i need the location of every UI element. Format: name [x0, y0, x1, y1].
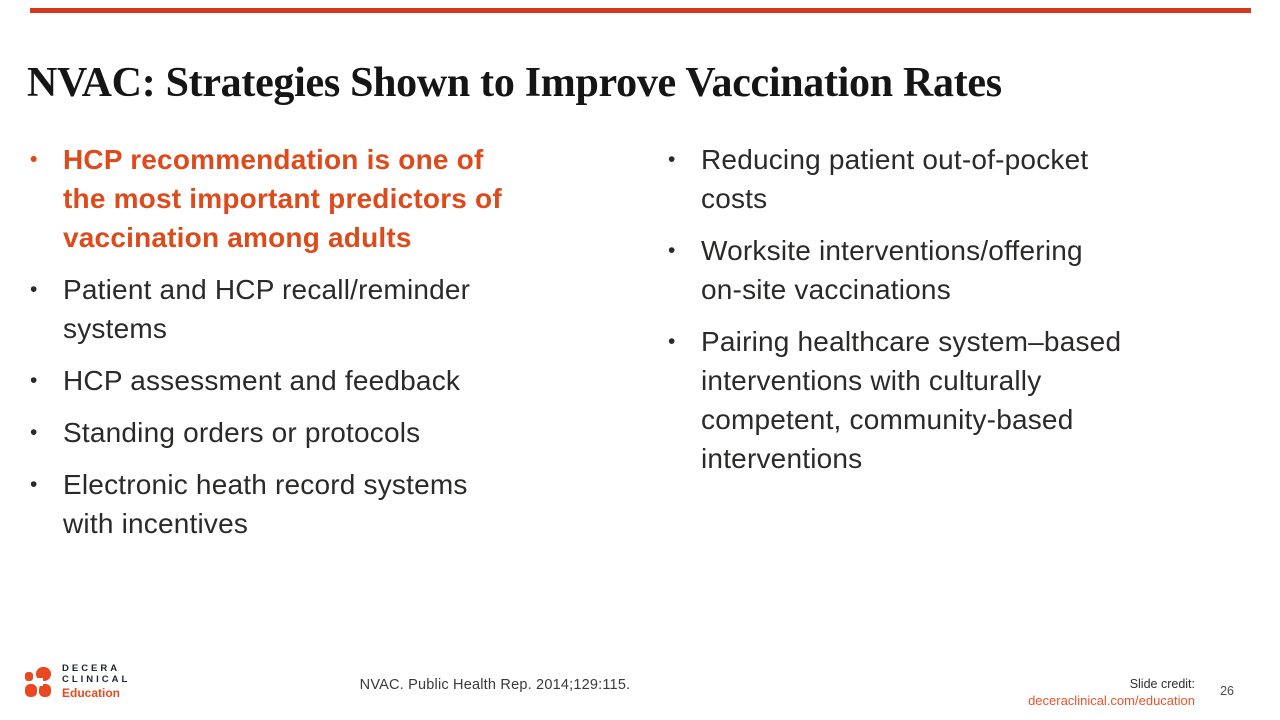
logo-mark-icon	[25, 666, 52, 698]
bullet-line: Worksite interventions/offering	[701, 235, 1083, 266]
bullet-line: interventions	[701, 443, 863, 474]
citation-text: NVAC. Public Health Rep. 2014;129:115.	[359, 677, 631, 693]
bullet-dot-icon	[30, 361, 63, 400]
slide-credit-label: Slide credit:	[1129, 677, 1195, 691]
bullet-item	[30, 465, 630, 543]
bullet-item	[30, 140, 630, 257]
bullet-dot-icon	[668, 231, 701, 309]
slide-credit-link[interactable]: deceraclinical.com/education	[1028, 693, 1195, 708]
logo-line-1: DECERA	[62, 663, 121, 674]
logo-text	[62, 664, 130, 700]
bullet-line: vaccination among adults	[63, 222, 412, 253]
bullet-line: HCP assessment and feedback	[63, 365, 461, 396]
accent-bar	[30, 8, 1251, 13]
bullet-item	[30, 413, 630, 452]
logo-line-3: Education	[62, 686, 121, 700]
page-title: NVAC: Strategies Shown to Improve Vaccination Rates	[27, 60, 1002, 106]
bullet-line: Pairing healthcare system–based	[701, 326, 1122, 357]
bullet-line: systems	[63, 313, 168, 344]
bullet-line: interventions with culturally	[701, 365, 1042, 396]
bullet-item	[30, 361, 630, 400]
page-number: 26	[1220, 684, 1234, 698]
bullet-dot-icon	[668, 322, 701, 478]
bullet-dot-icon	[30, 270, 63, 348]
company-logo	[25, 664, 130, 700]
bullet-dot-icon	[668, 140, 701, 218]
bullet-item	[668, 322, 1253, 478]
bullet-line: competent, community-based	[701, 404, 1074, 435]
logo-line-2: CLINICAL	[62, 673, 131, 685]
bullet-line: Reducing patient out-of-pocket	[701, 144, 1089, 175]
slide-credit	[1028, 677, 1195, 708]
bullet-column-left	[30, 140, 630, 556]
bullet-line: Standing orders or protocols	[63, 417, 421, 448]
bullet-column-right	[668, 140, 1253, 491]
bullet-line: on-site vaccinations	[701, 274, 951, 305]
bullet-dot-icon	[30, 413, 63, 452]
bullet-line: costs	[701, 183, 768, 214]
bullet-item	[668, 231, 1253, 309]
bullet-item	[668, 140, 1253, 218]
bullet-line: Patient and HCP recall/reminder	[63, 274, 471, 305]
bullet-line: HCP recommendation is one of	[63, 144, 484, 175]
bullet-dot-icon	[30, 140, 63, 257]
bullet-line: the most important predictors of	[63, 183, 502, 214]
bullet-line: Electronic heath record systems	[63, 469, 468, 500]
bullet-line: with incentives	[63, 508, 249, 539]
bullet-dot-icon	[30, 465, 63, 543]
bullet-item	[30, 270, 630, 348]
